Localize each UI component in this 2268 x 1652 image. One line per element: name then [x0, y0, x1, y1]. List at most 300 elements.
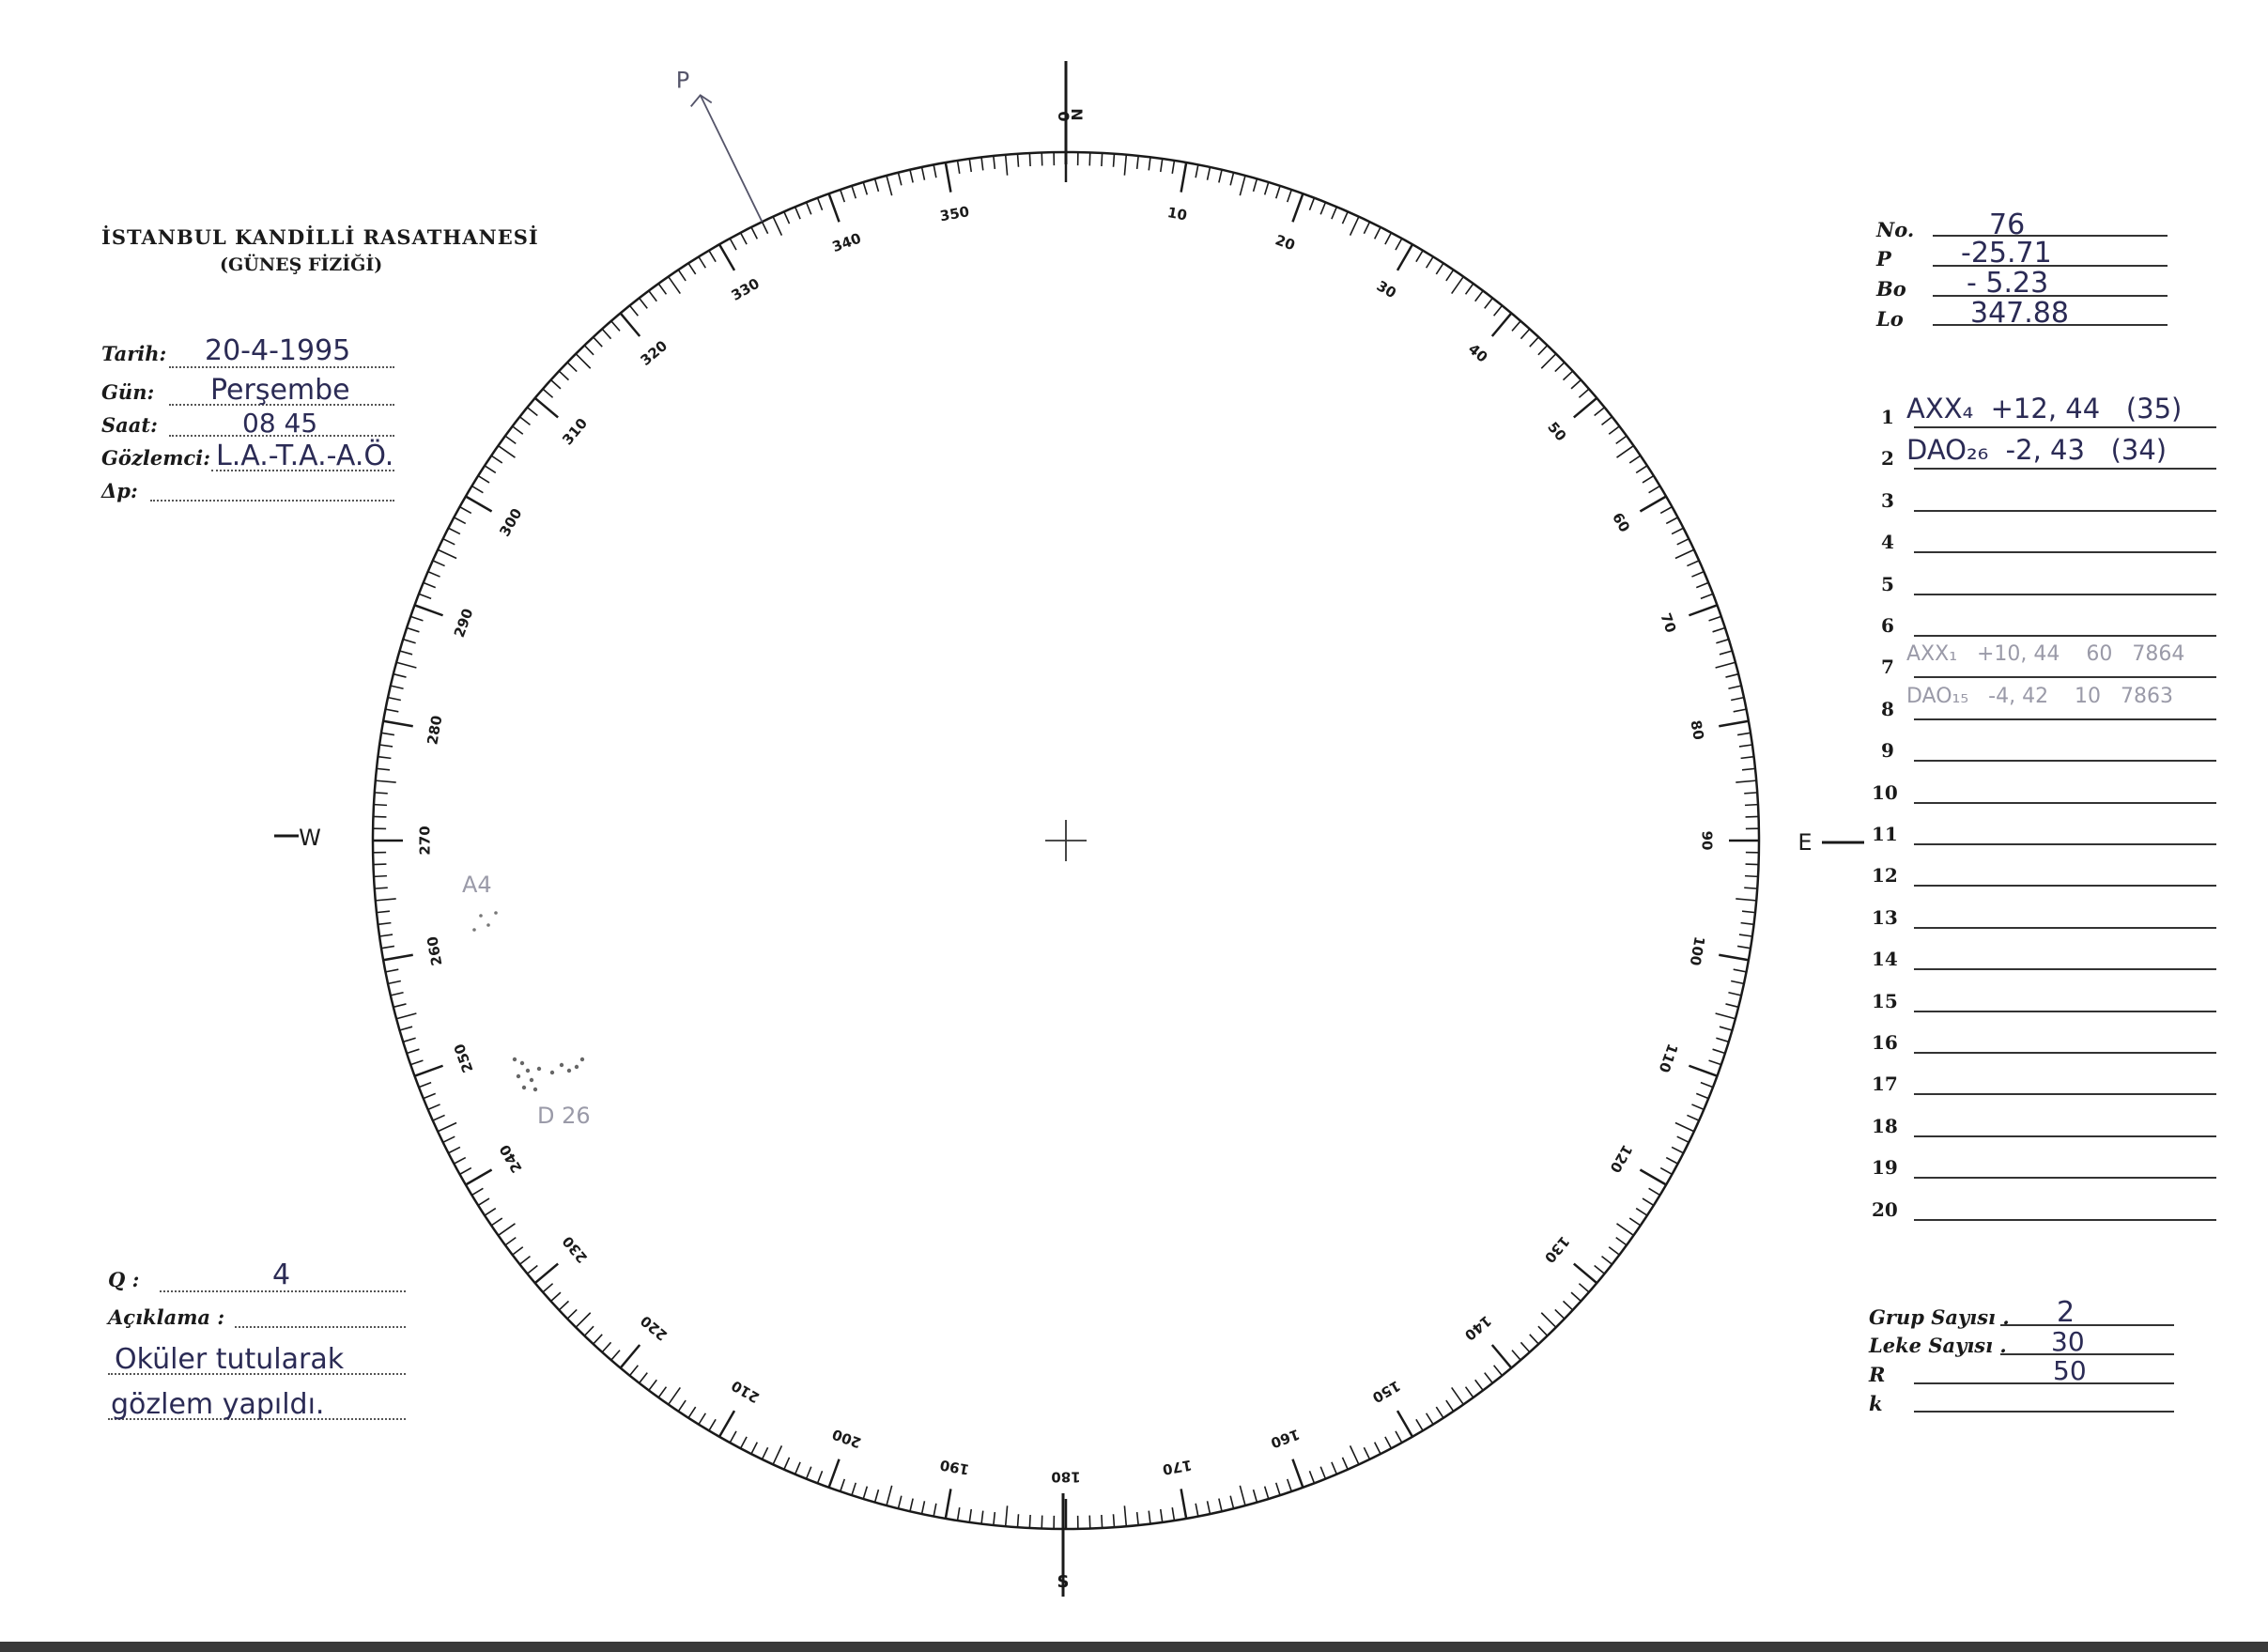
- scale-tick: [471, 1188, 483, 1195]
- group-row-number: 8: [1881, 697, 1894, 720]
- scale-tick: [841, 190, 845, 202]
- scale-tick: [535, 398, 559, 418]
- scale-tick: [1512, 1351, 1520, 1361]
- scale-tick: [1716, 1038, 1728, 1042]
- degree-label: 260: [424, 934, 446, 967]
- scale-tick: [1677, 539, 1689, 545]
- scale-tick: [658, 284, 666, 294]
- scale-tick: [807, 202, 811, 214]
- scale-tick: [1701, 1083, 1713, 1088]
- scale-tick: [378, 923, 392, 925]
- scale-tick: [1666, 1158, 1677, 1165]
- scale-tick: [875, 1490, 879, 1502]
- degree-label: 130: [1540, 1232, 1573, 1267]
- scale-tick: [1731, 980, 1744, 983]
- degree-label: 270: [416, 826, 434, 856]
- scale-tick: [1149, 1511, 1150, 1524]
- scale-tick: [969, 159, 971, 172]
- scale-tick: [994, 156, 995, 169]
- scale-tick: [527, 1265, 537, 1274]
- scale-tick: [640, 1373, 648, 1383]
- scale-tick: [969, 1509, 971, 1522]
- scale-tick: [1396, 239, 1402, 250]
- q-value: 4: [272, 1258, 291, 1291]
- gun-label: Gün:: [101, 380, 155, 404]
- scale-tick: [1640, 497, 1666, 512]
- scale-tick: [1538, 346, 1548, 355]
- degree-label: 240: [496, 1141, 526, 1176]
- sunspot-dot: [575, 1065, 579, 1069]
- sunspot-dot: [522, 1086, 526, 1089]
- scale-tick: [981, 1511, 983, 1524]
- scale-tick: [1571, 1292, 1581, 1301]
- scale-tick: [751, 227, 757, 239]
- scale-tick: [448, 528, 459, 533]
- scale-tick: [1571, 380, 1581, 389]
- group-row-number: 16: [1872, 1031, 1898, 1054]
- scale-tick: [378, 757, 392, 759]
- group-row-number: 13: [1872, 905, 1898, 929]
- scale-tick: [709, 1419, 716, 1430]
- scale-tick: [1332, 207, 1336, 219]
- scale-tick: [1602, 1257, 1612, 1265]
- scale-tick: [841, 1479, 845, 1491]
- scale-tick: [428, 1104, 440, 1109]
- group-row-number: 9: [1881, 739, 1894, 763]
- sunspot-dot: [494, 911, 498, 915]
- scale-tick: [1364, 1447, 1369, 1459]
- p-axis-line: [701, 95, 763, 222]
- scale-tick: [460, 1168, 471, 1175]
- scale-tick: [1643, 1198, 1654, 1205]
- north-zero-label: 0: [1055, 111, 1072, 122]
- scale-tick: [922, 167, 925, 180]
- scale-tick: [377, 768, 390, 769]
- scale-tick: [1742, 911, 1755, 912]
- group-row-number: 11: [1872, 823, 1898, 845]
- scale-tick: [1689, 605, 1717, 615]
- scale-tick: [383, 955, 413, 961]
- scale-tick: [410, 1060, 423, 1065]
- scale-tick: [818, 198, 823, 210]
- scale-tick: [551, 1292, 561, 1301]
- scale-tick: [424, 582, 436, 587]
- degree-label: 60: [1609, 509, 1634, 535]
- scale-tick: [630, 1366, 639, 1376]
- scale-tick: [1731, 698, 1744, 701]
- gozlemci-value: L.A.-T.A.-A.Ö.: [216, 440, 394, 472]
- scale-tick: [1436, 1407, 1443, 1418]
- group-row-text: AXX₄ +12, 44 (35): [1906, 393, 2183, 425]
- scale-tick: [396, 662, 416, 668]
- scale-tick: [400, 651, 412, 655]
- scale-tick: [887, 176, 892, 195]
- scale-tick: [527, 408, 537, 416]
- scale-tick: [1741, 923, 1754, 925]
- degree-label: 250: [450, 1041, 477, 1075]
- no-label: No.: [1876, 218, 1915, 241]
- scale-tick: [443, 539, 455, 545]
- q-label: Q :: [108, 1268, 140, 1291]
- group-row-number: 15: [1872, 989, 1898, 1012]
- scale-tick: [1149, 157, 1150, 170]
- sunspot-dot: [533, 1088, 537, 1091]
- scale-tick: [1541, 354, 1556, 369]
- scale-tick: [1616, 1238, 1627, 1245]
- scale-tick: [466, 1170, 492, 1185]
- scale-tick: [513, 1247, 523, 1255]
- scale-tick: [762, 1447, 767, 1459]
- scale-tick: [498, 446, 515, 458]
- scale-tick: [1520, 1342, 1529, 1351]
- scale-tick: [1725, 674, 1738, 677]
- scale-tick: [1102, 1515, 1103, 1528]
- k-label: k: [1869, 1392, 1883, 1415]
- scale-tick: [1574, 398, 1597, 418]
- scale-tick: [688, 1407, 696, 1418]
- scale-tick: [1720, 651, 1732, 655]
- scale-tick: [1292, 193, 1303, 222]
- scale-tick: [594, 337, 603, 347]
- degree-label: 20: [1273, 231, 1298, 255]
- aciklama-label: Açıklama :: [108, 1305, 225, 1329]
- degree-label: 170: [1161, 1456, 1194, 1478]
- scale-tick: [1713, 627, 1725, 631]
- spot-label-d26: D 26: [537, 1103, 591, 1129]
- scale-tick: [1574, 1264, 1597, 1284]
- degree-label: 150: [1369, 1377, 1404, 1407]
- scale-tick: [433, 561, 445, 566]
- scale-tick: [1254, 1490, 1257, 1502]
- scale-tick: [379, 745, 393, 747]
- scale-tick: [1124, 1505, 1126, 1526]
- scale-tick: [1677, 1136, 1689, 1142]
- group-row-text: DAO₁₅ -4, 42 10 7863: [1906, 684, 2174, 708]
- scale-tick: [410, 616, 423, 621]
- sunspot-dot: [517, 1074, 520, 1078]
- scale-tick: [1124, 155, 1126, 176]
- scale-tick: [1579, 389, 1589, 397]
- group-row-number: 3: [1881, 488, 1894, 512]
- scale-tick: [1494, 305, 1503, 316]
- degree-label: 90: [1698, 830, 1716, 851]
- scale-tick: [730, 239, 736, 250]
- group-row-number: 19: [1872, 1156, 1898, 1180]
- aciklama-line-1: Oküler tutularak: [115, 1343, 345, 1376]
- scale-tick: [1364, 222, 1369, 234]
- degree-label: 80: [1687, 718, 1707, 742]
- scale-tick: [1427, 256, 1433, 268]
- scale-tick: [478, 476, 489, 483]
- group-row-number: 7: [1881, 656, 1894, 679]
- p-label: P: [1876, 247, 1891, 270]
- scale-tick: [443, 1136, 455, 1142]
- sunspot-dot: [530, 1078, 533, 1082]
- scale-tick: [1276, 1483, 1280, 1495]
- scale-tick: [1385, 1437, 1392, 1448]
- scale-tick: [584, 346, 594, 355]
- degree-label: 180: [1051, 1468, 1081, 1486]
- scale-tick: [719, 244, 734, 270]
- scale-tick: [1375, 227, 1381, 239]
- scale-tick: [1716, 640, 1728, 643]
- scale-tick: [403, 1038, 415, 1042]
- grup-sayisi-value: 2: [2057, 1296, 2075, 1329]
- scale-tick: [1230, 173, 1233, 186]
- scale-tick: [567, 363, 577, 372]
- east-label: E: [1797, 829, 1813, 856]
- scale-tick: [576, 354, 591, 369]
- scale-tick: [1342, 1458, 1348, 1470]
- scale-tick: [1161, 159, 1163, 172]
- scale-tick: [863, 182, 867, 194]
- scale-tick: [1541, 1313, 1556, 1328]
- scale-tick: [1675, 549, 1694, 558]
- degree-label: 100: [1686, 934, 1708, 967]
- scale-tick: [1719, 721, 1749, 727]
- scale-tick: [1640, 1170, 1666, 1185]
- lo-label: Lo: [1876, 307, 1904, 331]
- scale-tick: [1114, 1514, 1115, 1527]
- scale-tick: [1397, 1411, 1412, 1437]
- scale-tick: [1475, 291, 1483, 301]
- scale-tick: [1709, 616, 1721, 621]
- scale-tick: [576, 1313, 591, 1328]
- scale-tick: [1538, 1326, 1548, 1335]
- group-row-text: AXX₁ +10, 44 60 7864: [1906, 642, 2185, 667]
- scale-tick: [1018, 1514, 1019, 1527]
- scale-tick: [1696, 1093, 1708, 1098]
- scale-tick: [1446, 1400, 1454, 1412]
- scale-tick: [1629, 1218, 1641, 1226]
- scale-tick: [958, 161, 960, 174]
- scale-tick: [1006, 155, 1008, 176]
- group-row-number: 18: [1872, 1114, 1898, 1137]
- group-row-number: 5: [1881, 572, 1894, 595]
- group-row-number: 12: [1872, 864, 1898, 888]
- scale-tick: [1208, 167, 1211, 180]
- scale-tick: [485, 466, 496, 473]
- scale-tick: [1675, 1122, 1694, 1131]
- scale-tick: [519, 1257, 530, 1265]
- degree-label: 140: [1460, 1312, 1495, 1344]
- scale-tick: [640, 298, 648, 308]
- scale-tick: [1254, 178, 1257, 191]
- bo-value: - 5.23: [1967, 267, 2049, 300]
- scale-tick: [1716, 662, 1736, 668]
- scale-tick: [567, 1309, 577, 1319]
- scale-tick: [1672, 1147, 1683, 1152]
- degree-label: 200: [829, 1425, 864, 1452]
- scale-tick: [448, 1147, 459, 1152]
- scale-tick: [981, 157, 983, 170]
- scale-tick: [374, 876, 387, 877]
- scale-tick: [818, 1471, 823, 1483]
- scale-tick: [1672, 528, 1683, 533]
- scale-tick: [1629, 455, 1641, 463]
- scale-tick: [773, 217, 781, 236]
- scale-tick: [1687, 561, 1699, 566]
- tarih-label: Tarih:: [101, 342, 167, 365]
- scale-tick: [1018, 154, 1019, 167]
- scale-tick: [1172, 1507, 1174, 1521]
- sunspot-dot: [472, 928, 476, 932]
- scale-tick: [1742, 768, 1755, 769]
- scale-tick: [898, 1496, 901, 1509]
- leke-sayisi-label: Leke Sayısı .: [1869, 1334, 2007, 1357]
- scale-tick: [887, 1486, 892, 1505]
- scale-tick: [471, 486, 483, 492]
- scale-tick: [386, 969, 399, 972]
- scale-tick: [795, 1462, 800, 1474]
- scale-tick: [1240, 1486, 1245, 1505]
- scale-tick: [407, 1049, 419, 1053]
- scale-tick: [1320, 1467, 1325, 1479]
- scale-tick: [1579, 1284, 1589, 1292]
- scale-tick: [1636, 1209, 1647, 1216]
- scale-tick: [1713, 1049, 1725, 1053]
- scale-tick: [1660, 507, 1672, 514]
- scale-tick: [1595, 408, 1605, 416]
- scale-tick: [1350, 1445, 1359, 1464]
- gun-value: Perşembe: [210, 374, 350, 407]
- degree-label: 120: [1606, 1141, 1636, 1176]
- scale-tick: [1720, 1027, 1732, 1030]
- group-row-number: 1: [1881, 406, 1894, 428]
- scale-tick: [1737, 946, 1751, 948]
- scale-tick: [466, 497, 492, 512]
- degree-label: 70: [1657, 610, 1680, 636]
- scale-tick: [584, 1326, 594, 1335]
- scale-tick: [1427, 1413, 1433, 1425]
- scale-tick: [1666, 517, 1677, 524]
- sunspot-dot: [479, 914, 483, 918]
- scale-tick: [1196, 1504, 1198, 1517]
- scale-tick: [1240, 176, 1245, 195]
- scale-tick: [611, 321, 620, 332]
- group-row-text: DAO₂₆ -2, 43 (34): [1906, 434, 2168, 467]
- scale-tick: [1276, 186, 1280, 198]
- scale-tick: [393, 1004, 407, 1007]
- degree-label: 40: [1464, 340, 1491, 366]
- scale-tick: [391, 993, 404, 996]
- department-title: (GÜNEŞ FİZİĞİ): [220, 255, 383, 275]
- degree-label: 280: [424, 714, 446, 747]
- scale-tick: [1114, 154, 1115, 167]
- sunspot-dot: [513, 1058, 517, 1061]
- scale-tick: [910, 1499, 913, 1512]
- scale-tick: [1737, 733, 1751, 734]
- scale-tick: [1466, 1387, 1473, 1397]
- scale-tick: [505, 436, 516, 443]
- scale-tick: [1602, 417, 1612, 425]
- scale-tick: [933, 164, 936, 178]
- scale-tick: [1616, 436, 1627, 443]
- scale-tick: [1332, 1462, 1336, 1474]
- scale-tick: [933, 1504, 936, 1517]
- scale-tick: [393, 674, 407, 677]
- scale-tick: [1375, 1443, 1381, 1454]
- lo-value: 347.88: [1970, 297, 2069, 330]
- degree-label: 10: [1165, 204, 1189, 224]
- degree-label: 50: [1544, 418, 1570, 445]
- north-label: N: [1068, 108, 1086, 121]
- aciklama-line-2: gözlem yapıldı.: [111, 1388, 325, 1421]
- scale-tick: [1530, 337, 1539, 347]
- scale-tick: [505, 1238, 516, 1245]
- sunspot-dot: [580, 1058, 584, 1061]
- scale-tick: [1739, 745, 1752, 747]
- scale-tick: [1208, 1501, 1211, 1514]
- scale-tick: [1342, 211, 1348, 224]
- scale-tick: [898, 173, 901, 186]
- scale-tick: [1172, 161, 1174, 174]
- sunspot-dot: [560, 1063, 563, 1067]
- degree-label: 190: [938, 1456, 971, 1478]
- scale-tick: [396, 1013, 416, 1019]
- scale-tick: [478, 1198, 489, 1205]
- scale-tick: [1564, 1301, 1573, 1310]
- scale-tick: [407, 627, 419, 631]
- scale-tick: [1617, 446, 1634, 458]
- scale-tick: [383, 721, 413, 727]
- scale-tick: [1397, 244, 1412, 270]
- scale-tick: [376, 780, 396, 782]
- scale-tick: [1555, 1309, 1565, 1319]
- scale-tick: [1436, 263, 1443, 274]
- scale-tick: [829, 193, 840, 222]
- scale-tick: [454, 1158, 465, 1165]
- gozlemci-label: Gözlemci:: [101, 446, 210, 470]
- scale-tick: [1446, 270, 1454, 281]
- scale-tick: [381, 733, 394, 734]
- scale-tick: [1745, 805, 1758, 806]
- scale-tick: [1485, 298, 1493, 308]
- group-row-number: 17: [1872, 1073, 1898, 1096]
- scale-tick: [1219, 1499, 1222, 1512]
- scale-tick: [1649, 1188, 1660, 1195]
- saat-value: 08 45: [242, 408, 318, 439]
- scale-tick: [863, 1487, 867, 1499]
- sunspot-dot: [526, 1069, 530, 1073]
- scale-tick: [709, 251, 716, 262]
- scale-tick: [784, 211, 790, 224]
- scale-tick: [958, 1507, 960, 1521]
- scale-tick: [630, 305, 639, 316]
- scale-tick: [1485, 1373, 1493, 1383]
- r-label: R: [1869, 1363, 1886, 1386]
- group-row-number: 10: [1872, 780, 1898, 804]
- scale-tick: [1492, 1345, 1512, 1368]
- scale-tick: [1649, 486, 1660, 492]
- scale-tick: [807, 1467, 811, 1479]
- grup-sayisi-label: Grup Sayısı .: [1869, 1305, 2010, 1329]
- scale-tick: [795, 207, 800, 219]
- institution-title: İSTANBUL KANDİLLİ RASATHANESİ: [101, 225, 539, 249]
- scale-tick: [1396, 1431, 1402, 1443]
- scale-tick: [513, 426, 523, 434]
- scale-tick: [1029, 1515, 1030, 1528]
- degree-label: 290: [450, 606, 477, 641]
- scale-tick: [403, 640, 415, 643]
- scale-tick: [1475, 1380, 1483, 1390]
- scale-tick: [1309, 198, 1314, 210]
- scale-tick: [910, 170, 913, 183]
- spot-label-a4: A4: [462, 872, 492, 898]
- scale-tick: [1643, 476, 1654, 483]
- scale-tick: [852, 1483, 856, 1495]
- degree-label: 300: [496, 505, 526, 540]
